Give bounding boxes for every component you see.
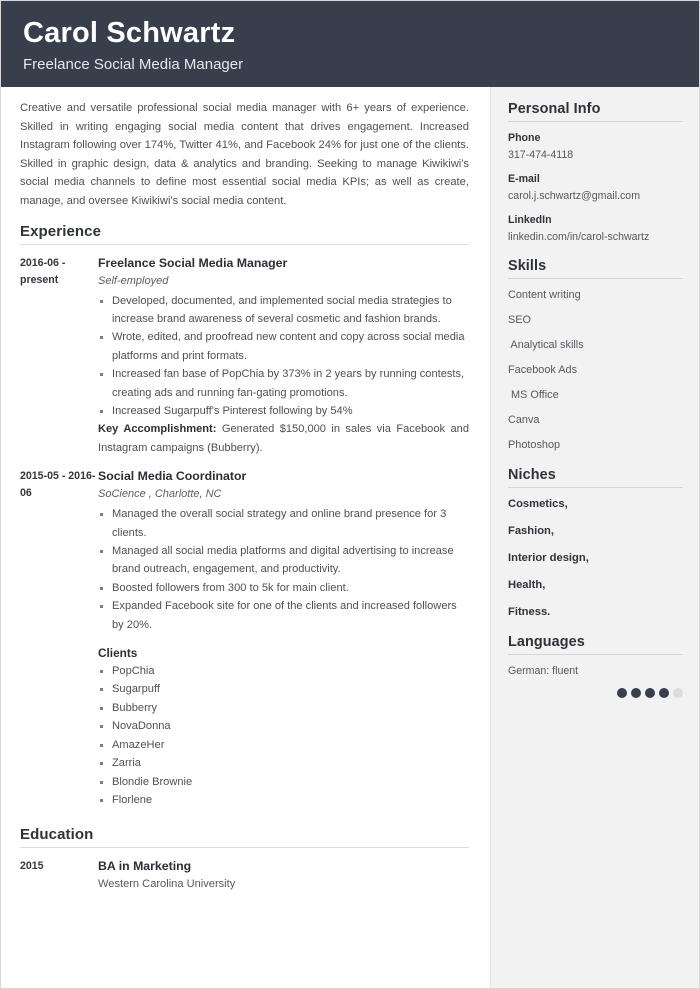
rating-dot [673, 688, 683, 698]
languages-section [508, 634, 683, 698]
experience-section-heading: Experience [20, 222, 102, 240]
niche-item: Interior design, [508, 552, 589, 564]
skill-item: Content writing [508, 289, 581, 301]
resume-body [1, 87, 699, 988]
experience-entry [20, 467, 469, 809]
key-accomplishment-text: Generated $150,000 in sales via Facebook and Instagram campaigns (Bubberry). [98, 423, 469, 454]
clients-heading: Clients [98, 646, 138, 661]
education-details [98, 857, 469, 893]
skill-item: Canva [508, 414, 540, 426]
skill-item: MS Office [508, 389, 559, 401]
experience-details [98, 467, 469, 809]
list-item: Increased Sugarpuff's Pinterest following by 54% [98, 402, 469, 420]
list-item: Managed all social media platforms and digital advertising to increase brand outreach, engagement, and productivity. [98, 542, 469, 579]
list-item: Bubberry [98, 699, 469, 717]
skills-section [508, 258, 683, 454]
languages-heading: Languages [508, 634, 585, 650]
personal-info-heading: Personal Info [508, 101, 601, 117]
education-school: Western Carolina University [98, 878, 236, 891]
education-entry [20, 857, 469, 893]
experience-dates: 2015-05 - 2016-06 [20, 470, 96, 500]
skill-item: SEO [508, 314, 531, 326]
rating-dot [645, 688, 655, 698]
linkedin-label: LinkedIn [508, 214, 552, 226]
phone-value: 317-474-4118 [508, 149, 574, 161]
skill-item: Photoshop [508, 439, 561, 451]
experience-dates: 2016-06 - present [20, 256, 66, 286]
candidate-name: Carol Schwartz [23, 17, 236, 49]
email-label: E-mail [508, 173, 540, 185]
rating-dot [631, 688, 641, 698]
linkedin-value[interactable]: linkedin.com/in/carol-schwartz [508, 231, 650, 243]
niches-section [508, 467, 683, 621]
experience-job-title: Social Media Coordinator [98, 469, 247, 484]
list-item: Zarria [98, 754, 469, 772]
list-item: Wrote, edited, and proofread new content and copy across social media platforms and print formats. [98, 328, 469, 365]
experience-details [98, 254, 469, 458]
key-accomplishment-label: Key Accomplishment: [98, 423, 217, 436]
sidebar-column [491, 87, 699, 988]
clients-list [98, 662, 469, 809]
email-value[interactable]: carol.j.schwartz@gmail.com [508, 190, 641, 202]
niches-rule [508, 487, 683, 488]
education-heading-rule [20, 847, 469, 848]
languages-rule [508, 654, 683, 655]
list-item: Developed, documented, and implemented social media strategies to increase brand awareness of several cosmetic and fashion brands. [98, 292, 469, 329]
list-item: Expanded Facebook site for one of the clients and increased followers by 20%. [98, 597, 469, 634]
experience-job-title: Freelance Social Media Manager [98, 255, 288, 270]
list-item: Boosted followers from 300 to 5k for main client. [98, 579, 469, 597]
experience-bullet-list [98, 505, 469, 634]
personal-info-rule [508, 121, 683, 122]
rating-dot [659, 688, 669, 698]
candidate-job-title: Freelance Social Media Manager [23, 56, 244, 73]
education-dates: 2015 [20, 860, 44, 873]
list-item: NovaDonna [98, 717, 469, 735]
phone-label: Phone [508, 132, 541, 144]
list-item: PopChia [98, 662, 469, 680]
rating-dot [617, 688, 627, 698]
professional-summary: Creative and versatile professional social media manager with 6+ years of experience. Skilled in writing engaging social media content that drives engagement. Increased Instagram following over 174%, Twitter 41%, and Facebook 24% for just one of the clients. Skilled in graphic design, data & analytics and branding. Seeking to manage Kiwikiwi's social media channels to define most essential social media KPIs; as well as create, manage, and oversee Kiwikiwi's social media content. [20, 102, 469, 207]
skills-rule [508, 278, 683, 279]
list-item: Florlene [98, 791, 469, 809]
skill-item: Facebook Ads [508, 364, 578, 376]
list-item: Managed the overall social strategy and online brand presence for 3 clients. [98, 505, 469, 542]
main-column [1, 87, 491, 988]
personal-info-section [508, 101, 683, 245]
experience-bullet-list [98, 292, 469, 421]
key-accomplishment [98, 420, 469, 457]
list-item: Blondie Brownie [98, 773, 469, 791]
experience-employer: Self-employed [98, 274, 169, 287]
experience-entry [20, 254, 469, 458]
language-proficiency-rating [508, 688, 683, 698]
niche-item: Fitness. [508, 606, 551, 618]
niche-item: Fashion, [508, 525, 554, 537]
list-item: Sugarpuff [98, 680, 469, 698]
niches-heading: Niches [508, 467, 556, 483]
education-degree: BA in Marketing [98, 859, 192, 874]
education-section-heading: Education [20, 826, 94, 844]
skills-heading: Skills [508, 258, 547, 274]
niche-item: Health, [508, 579, 546, 591]
resume-header [1, 1, 699, 87]
experience-heading-rule [20, 244, 469, 245]
experience-employer: SoCience , Charlotte, NC [98, 488, 222, 501]
language-item: German: fluent [508, 665, 579, 677]
list-item: Increased fan base of PopChia by 373% in 2 years by running contests, creating ads and running fan-gating promotions. [98, 365, 469, 402]
skill-item: Analytical skills [508, 339, 584, 351]
niche-item: Cosmetics, [508, 498, 568, 510]
list-item: AmazeHer [98, 736, 469, 754]
